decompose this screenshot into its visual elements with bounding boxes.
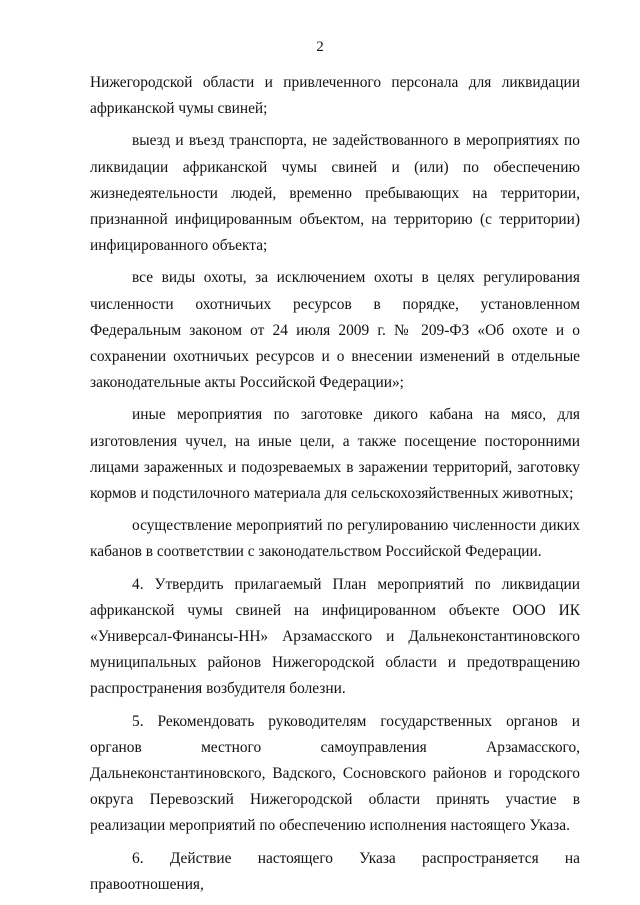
paragraph-continuation: Нижегородской области и привлеченного персонала для ликвидации африканской чумы свиней; [90,74,580,118]
page-number: 2 [316,39,324,55]
document-body [90,70,580,904]
paragraph-item-6: 6. Действие настоящего Указа распространяется на правоотношения, [90,849,580,893]
paragraph-boar-harvest: иные мероприятия по заготовке дикого кабана на мясо, для изготовления чучел, на иные цели, а также посещение посторонними лицами зараженных и подозреваемых в заражении территорий, заготовку кормов и подстилочного материала для сельскохозяйственных животных; [90,406,580,503]
paragraph-boar-regulation: осуществление мероприятий по регулированию численности диких кабанов в соответствии с законодательством Российской Федерации. [90,517,580,561]
paragraph-item-4: 4. Утвердить прилагаемый План мероприятий по ликвидации африканской чумы свиней на инфицированном объекте ООО ИК «Универсал-Финансы-НН» Арзамасского и Дальнеконстантиновского муниципальных районов Нижегородской области и предотвращению распространения возбудителя болезни. [90,575,580,698]
paragraph-item-5: 5. Рекомендовать руководителям государственных органов и органов местного самоуправления Арзамасского, Дальнеконстантиновского, Вадского, Сосновского районов и городского округа Перевозский Нижегородской области принять участие в реализации мероприятий по обеспечению исполнения настоящего Указа. [90,712,580,835]
paragraph-hunting: все виды охоты, за исключением охоты в целях регулирования численности охотничьих ресурсов в порядке, установленном Федеральным законом от 24 июля 2009 г. № 209-ФЗ «Об охоте и о сохранении охотничьих ресурсов и о внесении изменений в отдельные законодательные акты Российской Федерации»; [90,269,580,392]
paragraph-transport: выезд и въезд транспорта, не задействованного в мероприятиях по ликвидации африканской чумы свиней и (или) по обеспечению жизнедеятельности людей, временно пребывающих на территории, признанной инфицированным объектом, на территорию (с территории) инфицированного объекта; [90,132,580,255]
